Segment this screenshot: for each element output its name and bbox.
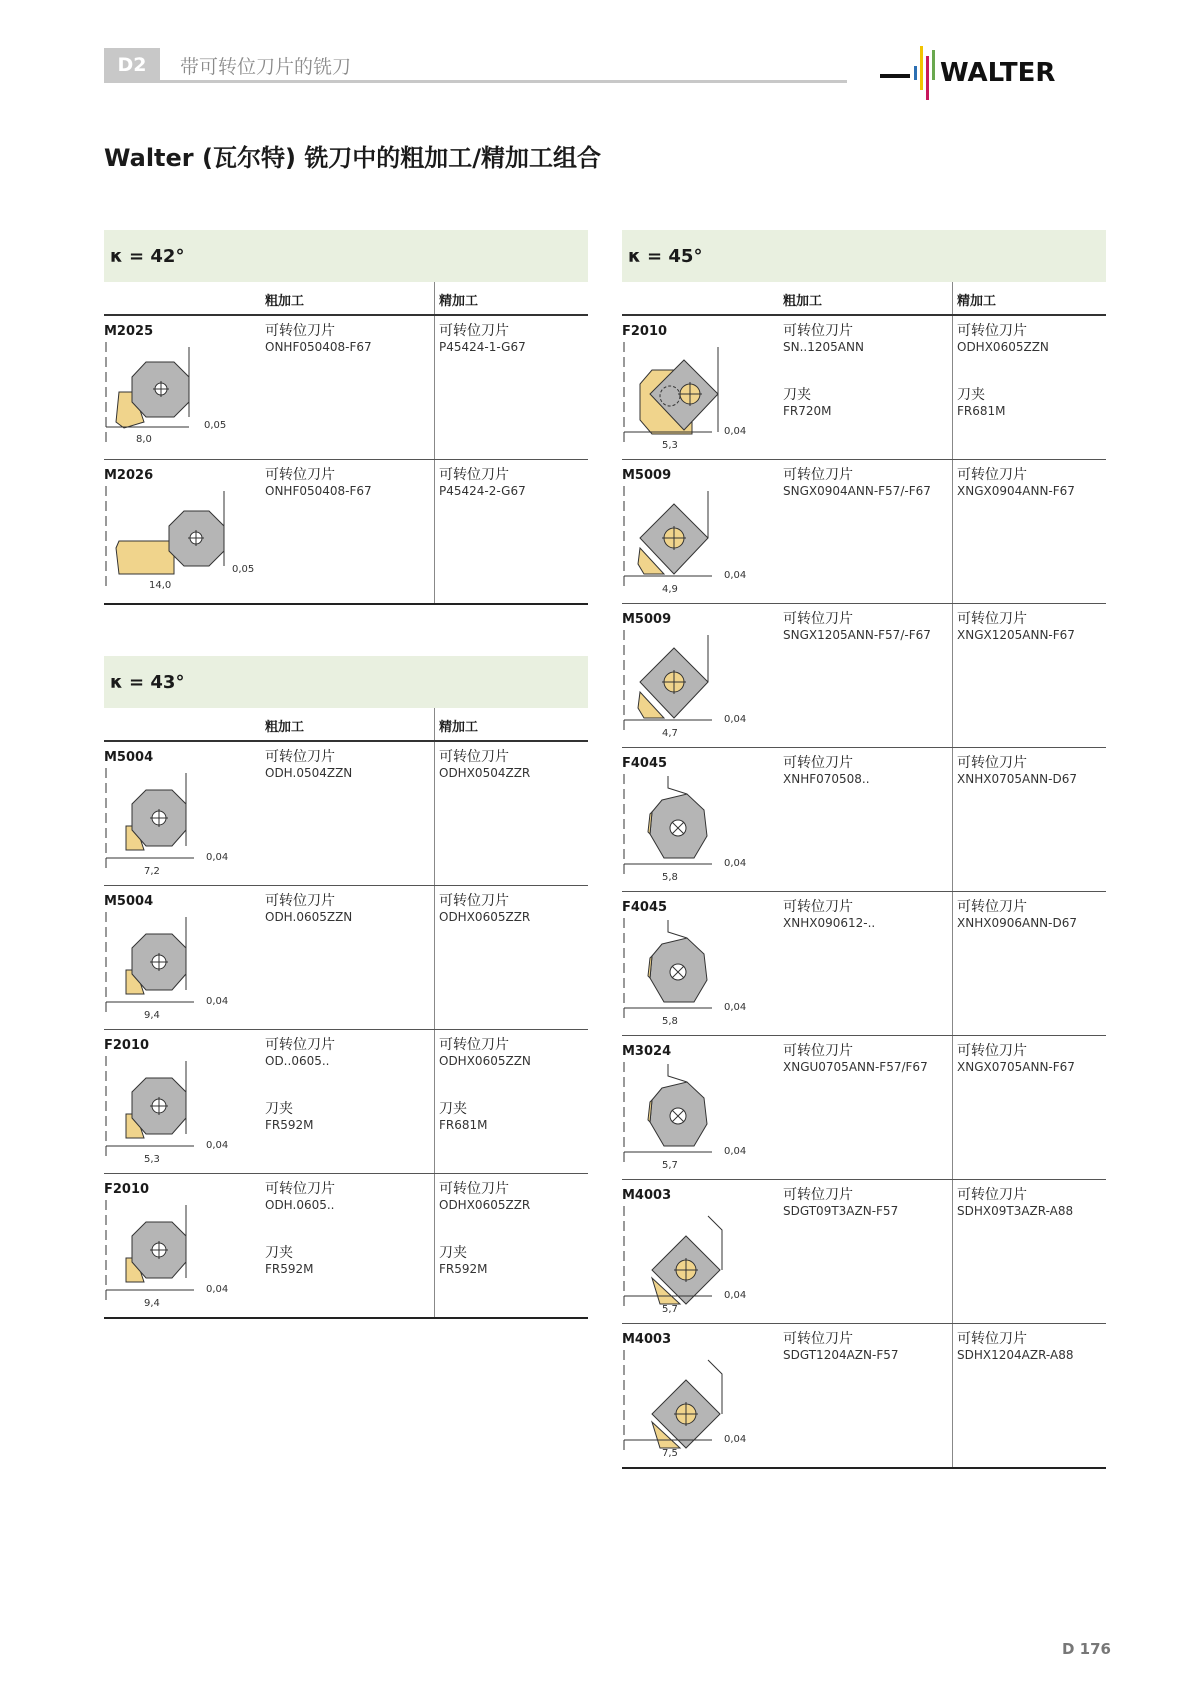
svg-text:0,04: 0,04	[206, 852, 229, 863]
rough-insert-code: OD..0605..	[265, 1054, 330, 1068]
rough-insert-code: SNGX0904ANN-F57/-F67	[783, 484, 931, 498]
insert-diagram	[622, 486, 772, 598]
roughing-cell: 可转位刀片 OD..0605.. 刀夹 FR592M	[265, 1037, 335, 1132]
finish-holder-code: FR681M	[439, 1118, 488, 1132]
tool-name: M5009	[622, 612, 672, 627]
roughing-cell: 可转位刀片 ONHF050408-F67	[265, 323, 372, 354]
roughing-cell: 可转位刀片 SNGX1205ANN-F57/-F67	[783, 611, 931, 642]
finish-insert-code: XNHX0906ANN-D67	[957, 916, 1077, 930]
finishing-cell: 可转位刀片 XNHX0906ANN-D67	[957, 899, 1077, 930]
svg-text:9,4: 9,4	[144, 1010, 160, 1021]
finish-insert-code: XNGX1205ANN-F67	[957, 628, 1075, 642]
svg-text:7,5: 7,5	[662, 1448, 678, 1459]
rough-insert-code: SDGT1204AZN-F57	[783, 1348, 899, 1362]
tool-name: M4003	[622, 1332, 672, 1347]
rough-insert-code: ODH.0504ZZN	[265, 766, 353, 780]
finishing-cell: 可转位刀片 XNGX1205ANN-F67	[957, 611, 1075, 642]
tool-name: M4003	[622, 1188, 672, 1203]
finishing-cell: 可转位刀片 ODHX0605ZZR	[439, 893, 531, 924]
finish-insert-code: SDHX09T3AZR-A88	[957, 1204, 1074, 1218]
finish-insert-code: P45424-1-G67	[439, 340, 526, 354]
roughing-cell: 可转位刀片 ODH.0605ZZN	[265, 893, 353, 924]
svg-text:0,05: 0,05	[204, 420, 227, 431]
kappa-heading: κ = 45°	[622, 230, 1106, 282]
insert-diagram	[104, 912, 254, 1024]
tool-name: M2026	[104, 468, 154, 483]
roughing-cell: 可转位刀片 ONHF050408-F67	[265, 467, 372, 498]
svg-text:0,04: 0,04	[724, 570, 747, 581]
rough-insert-code: SN..1205ANN	[783, 340, 864, 354]
finish-insert-code: ODHX0605ZZN	[439, 1054, 531, 1068]
table-row	[104, 742, 588, 886]
insert-diagram	[622, 630, 772, 742]
page-title: Walter (瓦尔特) 铣刀中的粗加工/精加工组合	[104, 144, 602, 172]
insert-diagram	[622, 1206, 772, 1318]
roughing-cell: 可转位刀片 XNHF070508..	[783, 755, 870, 786]
table-row	[622, 892, 1106, 1036]
table-row	[104, 886, 588, 1030]
rough-insert-code: SDGT09T3AZN-F57	[783, 1204, 899, 1218]
svg-text:0,04: 0,04	[724, 1002, 747, 1013]
insert-diagram	[104, 1200, 254, 1312]
svg-text:0,04: 0,04	[206, 996, 229, 1007]
kappa-heading: κ = 43°	[104, 656, 588, 708]
section-kappa-43	[104, 656, 588, 1319]
svg-text:4,9: 4,9	[662, 584, 678, 595]
finish-insert-code: SDHX1204AZR-A88	[957, 1348, 1074, 1362]
roughing-cell: 可转位刀片 ODH.0605.. 刀夹 FR592M	[265, 1181, 335, 1276]
finish-insert-code: ODHX0504ZZR	[439, 766, 531, 780]
tool-name: M5004	[104, 894, 154, 909]
finishing-cell: 可转位刀片 ODHX0605ZZN 刀夹 FR681M	[957, 323, 1049, 418]
rough-holder-code: FR592M	[265, 1262, 314, 1276]
section-kappa-45	[622, 230, 1106, 1469]
table-row	[622, 604, 1106, 748]
svg-text:5,8: 5,8	[662, 872, 678, 883]
section-tab: D2	[104, 48, 160, 82]
svg-text:0,04: 0,04	[724, 714, 747, 725]
insert-diagram	[622, 774, 772, 886]
svg-text:0,04: 0,04	[724, 858, 747, 869]
insert-diagram	[104, 768, 254, 880]
finish-insert-code: ODHX0605ZZN	[957, 340, 1049, 354]
roughing-cell: 可转位刀片 SN..1205ANN 刀夹 FR720M	[783, 323, 864, 418]
rough-insert-code: ODH.0605..	[265, 1198, 335, 1212]
finish-insert-code: ODHX0605ZZR	[439, 1198, 531, 1212]
finishing-cell: 可转位刀片 XNHX0705ANN-D67	[957, 755, 1077, 786]
insert-diagram	[622, 1062, 772, 1174]
finish-insert-code: ODHX0605ZZR	[439, 910, 531, 924]
svg-text:14,0: 14,0	[149, 580, 172, 591]
tool-name: F2010	[104, 1038, 150, 1053]
finishing-cell: 可转位刀片 ODHX0605ZZN 刀夹 FR681M	[439, 1037, 531, 1132]
rough-insert-code: XNHF070508..	[783, 772, 870, 786]
svg-text:8,0: 8,0	[136, 434, 152, 445]
svg-text:0,04: 0,04	[724, 426, 747, 437]
finishing-cell: 可转位刀片 SDHX09T3AZR-A88	[957, 1187, 1074, 1218]
svg-text:5,3: 5,3	[662, 440, 678, 451]
roughing-cell: 可转位刀片 SDGT1204AZN-F57	[783, 1331, 899, 1362]
column-header	[104, 282, 588, 316]
table-row	[104, 460, 588, 605]
finishing-cell: 可转位刀片 P45424-1-G67	[439, 323, 526, 354]
tool-name: M2025	[104, 324, 154, 339]
finish-insert-code: XNHX0705ANN-D67	[957, 772, 1077, 786]
rough-holder-code: FR592M	[265, 1118, 314, 1132]
finishing-cell: 可转位刀片 ODHX0605ZZR 刀夹 FR592M	[439, 1181, 531, 1276]
svg-text:0,04: 0,04	[206, 1140, 229, 1151]
svg-text:5,7: 5,7	[662, 1160, 678, 1171]
tool-name: F4045	[622, 756, 668, 771]
finish-insert-code: XNGX0705ANN-F67	[957, 1060, 1075, 1074]
table-row	[622, 748, 1106, 892]
tool-name: M5004	[104, 750, 154, 765]
rough-insert-code: XNHX090612-..	[783, 916, 876, 930]
column-finishing: 精加工	[439, 294, 479, 309]
svg-text:0,04: 0,04	[724, 1434, 747, 1445]
section-kappa-42	[104, 230, 588, 605]
tool-name: F4045	[622, 900, 668, 915]
svg-text:7,2: 7,2	[144, 866, 160, 877]
header-rule	[104, 80, 847, 83]
column-header: 粗加工 精加工	[104, 708, 588, 742]
table-row	[622, 1324, 1106, 1469]
tool-name: F2010	[104, 1182, 150, 1197]
table-row	[104, 1174, 588, 1319]
svg-text:0,05: 0,05	[232, 564, 254, 575]
kappa-heading: κ = 42°	[104, 230, 588, 282]
svg-text:9,4: 9,4	[144, 1298, 160, 1309]
finishing-cell: 可转位刀片 P45424-2-G67	[439, 467, 526, 498]
column-header: 粗加工 精加工	[622, 282, 1106, 316]
finish-holder-code: FR592M	[439, 1262, 488, 1276]
roughing-cell: 可转位刀片 ODH.0504ZZN	[265, 749, 353, 780]
svg-text:5,3: 5,3	[144, 1154, 160, 1165]
rough-insert-code: XNGU0705ANN-F57/F67	[783, 1060, 928, 1074]
octagon-insert-diagram	[104, 486, 254, 598]
table-row	[104, 1030, 588, 1174]
insert-diagram	[622, 918, 772, 1030]
roughing-cell: 可转位刀片 XNGU0705ANN-F57/F67	[783, 1043, 928, 1074]
table-row	[622, 1180, 1106, 1324]
octagon-insert-diagram	[104, 342, 254, 454]
rough-holder-code: FR720M	[783, 404, 832, 418]
finishing-cell: 可转位刀片 ODHX0504ZZR	[439, 749, 531, 780]
rough-insert-code: SNGX1205ANN-F57/-F67	[783, 628, 931, 642]
finishing-cell: 可转位刀片 XNGX0904ANN-F67	[957, 467, 1075, 498]
finish-holder-code: FR681M	[957, 404, 1006, 418]
tool-name: M5009	[622, 468, 672, 483]
roughing-cell: 可转位刀片 SDGT09T3AZN-F57	[783, 1187, 899, 1218]
tool-name: M3024	[622, 1044, 672, 1059]
svg-text:0,04: 0,04	[206, 1284, 229, 1295]
svg-text:0,04: 0,04	[724, 1290, 747, 1301]
section-title: 带可转位刀片的铣刀	[180, 56, 352, 78]
finishing-cell: 可转位刀片 XNGX0705ANN-F67	[957, 1043, 1075, 1074]
finishing-cell: 可转位刀片 SDHX1204AZR-A88	[957, 1331, 1074, 1362]
insert-diagram	[622, 342, 772, 454]
roughing-cell: 可转位刀片 XNHX090612-..	[783, 899, 876, 930]
rough-insert-code: ONHF050408-F67	[265, 340, 372, 354]
table-row	[622, 1036, 1106, 1180]
table-row	[622, 460, 1106, 604]
svg-text:5,7: 5,7	[662, 1304, 678, 1315]
svg-text:0,04: 0,04	[724, 1146, 747, 1157]
column-roughing: 粗加工	[265, 294, 305, 309]
svg-text:5,8: 5,8	[662, 1016, 678, 1027]
table-row	[104, 316, 588, 460]
roughing-cell: 可转位刀片 SNGX0904ANN-F57/-F67	[783, 467, 931, 498]
walter-logo	[880, 44, 1110, 104]
insert-diagram	[622, 1350, 772, 1462]
page-number: D 176	[1062, 1640, 1111, 1658]
tool-name: F2010	[622, 324, 668, 339]
table-row	[622, 316, 1106, 460]
rough-insert-code: ODH.0605ZZN	[265, 910, 353, 924]
svg-text:WALTER: WALTER	[940, 58, 1056, 88]
insert-diagram	[104, 1056, 254, 1168]
finish-insert-code: XNGX0904ANN-F67	[957, 484, 1075, 498]
svg-text:4,7: 4,7	[662, 728, 678, 739]
